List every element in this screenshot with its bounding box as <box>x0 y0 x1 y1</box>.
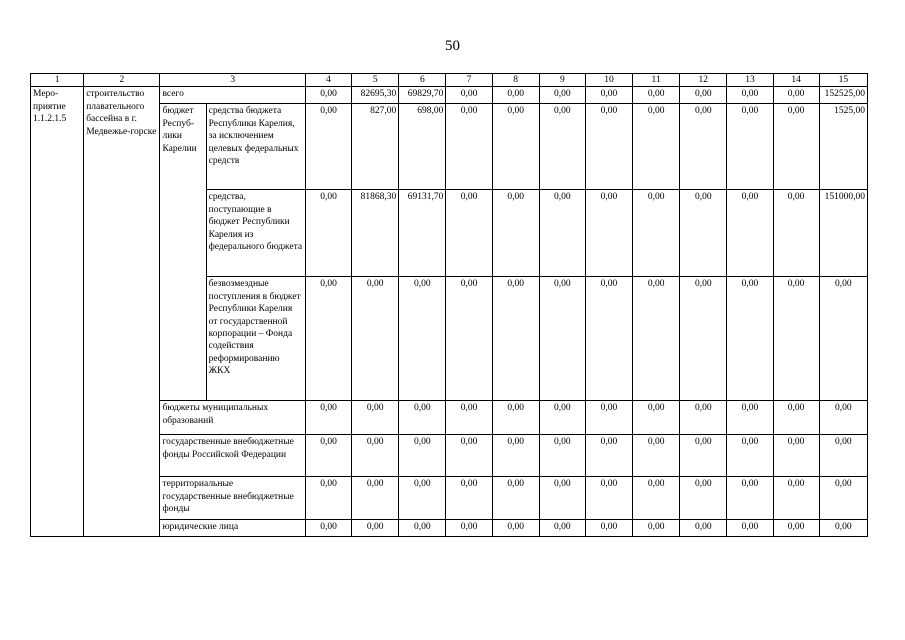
row-label: средства бюджета Республики Карелия, за исключением целевых федеральных средств <box>206 104 305 190</box>
row-label: средства, поступающие в бюджет Республики Карелия из федерального бюджета <box>206 190 305 277</box>
value-cell: 0,00 <box>680 104 727 190</box>
row-label: территориальные государственные внебюджетные фонды <box>160 477 306 520</box>
value-cell: 0,00 <box>633 435 680 477</box>
value-cell: 151000,00 <box>819 190 867 277</box>
value-cell: 0,00 <box>819 401 867 435</box>
value-cell: 0,00 <box>492 190 539 277</box>
value-cell: 0,00 <box>492 401 539 435</box>
value-cell: 0,00 <box>539 401 585 435</box>
value-cell: 0,00 <box>819 520 867 537</box>
event-name: строительство плавательного бассейна в г. Медвежье-горске <box>84 87 160 537</box>
value-cell: 0,00 <box>727 87 773 104</box>
value-cell: 0,00 <box>633 190 680 277</box>
value-cell: 0,00 <box>305 520 351 537</box>
header-cell: 3 <box>160 74 306 87</box>
value-cell: 0,00 <box>446 477 492 520</box>
row-label: юридические лица <box>160 520 306 537</box>
value-cell: 0,00 <box>305 477 351 520</box>
value-cell: 0,00 <box>680 190 727 277</box>
value-cell: 0,00 <box>773 104 819 190</box>
value-cell: 0,00 <box>492 104 539 190</box>
header-cell: 12 <box>680 74 727 87</box>
event-code-line: 1.1.2.1.5 <box>33 114 67 125</box>
budget-group-label: бюджет Респуб-лики Карелии <box>160 104 206 401</box>
value-cell: 0,00 <box>773 401 819 435</box>
event-code-line: Меро- <box>33 89 59 100</box>
header-cell: 8 <box>492 74 539 87</box>
value-cell: 0,00 <box>539 520 585 537</box>
header-cell: 1 <box>31 74 84 87</box>
row-label: всего <box>160 87 306 104</box>
value-cell: 0,00 <box>727 104 773 190</box>
value-cell: 0,00 <box>539 277 585 401</box>
header-cell: 6 <box>399 74 446 87</box>
value-cell: 0,00 <box>492 87 539 104</box>
value-cell: 0,00 <box>633 277 680 401</box>
row-label: государственные внебюджетные фонды Российской Федерации <box>160 435 306 477</box>
value-cell: 0,00 <box>399 401 446 435</box>
value-cell: 0,00 <box>680 87 727 104</box>
value-cell: 0,00 <box>585 477 632 520</box>
value-cell: 0,00 <box>305 435 351 477</box>
value-cell: 0,00 <box>446 435 492 477</box>
table-row-total <box>31 87 868 104</box>
value-cell: 0,00 <box>539 435 585 477</box>
value-cell: 827,00 <box>352 104 399 190</box>
header-cell: 9 <box>539 74 585 87</box>
value-cell: 0,00 <box>305 104 351 190</box>
value-cell: 0,00 <box>633 477 680 520</box>
page-number: 50 <box>445 38 460 54</box>
value-cell: 0,00 <box>352 520 399 537</box>
value-cell: 0,00 <box>585 520 632 537</box>
value-cell: 0,00 <box>585 87 632 104</box>
value-cell: 0,00 <box>399 520 446 537</box>
header-cell: 5 <box>352 74 399 87</box>
value-cell: 0,00 <box>352 435 399 477</box>
value-cell: 0,00 <box>352 277 399 401</box>
value-cell: 0,00 <box>819 435 867 477</box>
value-cell: 0,00 <box>539 104 585 190</box>
value-cell: 0,00 <box>727 190 773 277</box>
value-cell: 152525,00 <box>819 87 867 104</box>
header-cell: 13 <box>727 74 773 87</box>
value-cell: 0,00 <box>773 190 819 277</box>
value-cell: 0,00 <box>633 104 680 190</box>
value-cell: 0,00 <box>680 401 727 435</box>
value-cell: 69131,70 <box>399 190 446 277</box>
header-cell: 11 <box>633 74 680 87</box>
value-cell: 0,00 <box>539 190 585 277</box>
value-cell: 0,00 <box>727 401 773 435</box>
value-cell: 0,00 <box>773 87 819 104</box>
header-cell: 15 <box>819 74 867 87</box>
value-cell: 0,00 <box>446 104 492 190</box>
value-cell: 69829,70 <box>399 87 446 104</box>
value-cell: 0,00 <box>539 87 585 104</box>
value-cell: 0,00 <box>819 277 867 401</box>
value-cell: 0,00 <box>446 401 492 435</box>
value-cell: 0,00 <box>399 435 446 477</box>
value-cell: 0,00 <box>727 435 773 477</box>
value-cell: 1525,00 <box>819 104 867 190</box>
value-cell: 0,00 <box>727 277 773 401</box>
value-cell: 0,00 <box>539 477 585 520</box>
value-cell: 0,00 <box>399 477 446 520</box>
event-code-line: приятие <box>33 101 66 112</box>
value-cell: 82695,30 <box>352 87 399 104</box>
value-cell: 0,00 <box>305 277 351 401</box>
value-cell: 698,00 <box>399 104 446 190</box>
budget-table <box>30 73 868 537</box>
value-cell: 0,00 <box>492 435 539 477</box>
value-cell: 0,00 <box>727 520 773 537</box>
value-cell: 0,00 <box>585 401 632 435</box>
value-cell: 0,00 <box>305 87 351 104</box>
value-cell: 0,00 <box>633 520 680 537</box>
value-cell: 0,00 <box>492 520 539 537</box>
value-cell: 0,00 <box>305 401 351 435</box>
value-cell: 0,00 <box>352 477 399 520</box>
value-cell: 0,00 <box>633 87 680 104</box>
value-cell: 0,00 <box>680 477 727 520</box>
value-cell: 0,00 <box>633 401 680 435</box>
value-cell: 0,00 <box>773 520 819 537</box>
value-cell: 0,00 <box>585 190 632 277</box>
value-cell: 0,00 <box>446 277 492 401</box>
value-cell: 0,00 <box>680 435 727 477</box>
value-cell: 0,00 <box>446 190 492 277</box>
value-cell: 0,00 <box>399 277 446 401</box>
value-cell: 0,00 <box>492 277 539 401</box>
header-cell: 7 <box>446 74 492 87</box>
value-cell: 0,00 <box>446 87 492 104</box>
header-cell: 2 <box>84 74 160 87</box>
value-cell: 0,00 <box>680 520 727 537</box>
value-cell: 0,00 <box>773 477 819 520</box>
value-cell: 0,00 <box>773 277 819 401</box>
value-cell: 0,00 <box>585 435 632 477</box>
value-cell: 0,00 <box>492 477 539 520</box>
header-cell: 14 <box>773 74 819 87</box>
header-cell: 4 <box>305 74 351 87</box>
value-cell: 0,00 <box>680 277 727 401</box>
value-cell: 0,00 <box>585 277 632 401</box>
header-row <box>31 74 868 87</box>
value-cell: 0,00 <box>773 435 819 477</box>
value-cell: 0,00 <box>446 520 492 537</box>
event-code <box>31 87 84 537</box>
value-cell: 0,00 <box>305 190 351 277</box>
value-cell: 0,00 <box>819 477 867 520</box>
value-cell: 0,00 <box>585 104 632 190</box>
header-cell: 10 <box>585 74 632 87</box>
value-cell: 81868,30 <box>352 190 399 277</box>
row-label: бюджеты муниципальных образований <box>160 401 306 435</box>
value-cell: 0,00 <box>727 477 773 520</box>
row-label: безвозмездные поступления в бюджет Республики Карелия от государственной корпорации – Фонда содействия реформированию ЖКХ <box>206 277 305 401</box>
value-cell: 0,00 <box>352 401 399 435</box>
